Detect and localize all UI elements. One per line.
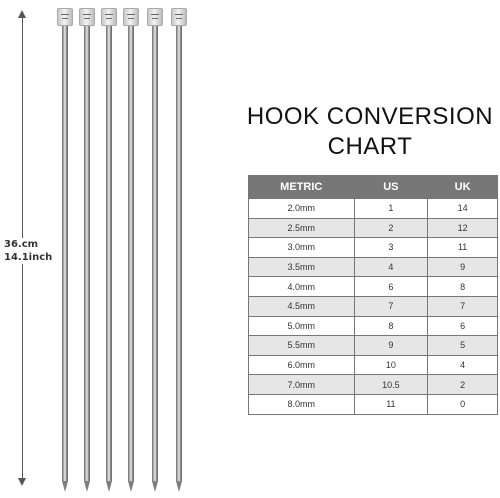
- cell-uk: 14: [428, 199, 498, 219]
- cell-uk: 5: [428, 336, 498, 356]
- table-row: [249, 257, 498, 277]
- cell-metric: 5.5mm: [249, 336, 355, 356]
- knitting-needle-icon: [101, 8, 117, 493]
- table-row: [249, 375, 498, 395]
- cell-uk: 2: [428, 375, 498, 395]
- table-row: [249, 199, 498, 219]
- header-metric: METRIC: [249, 176, 355, 199]
- cell-us: 3: [354, 238, 428, 258]
- cell-us: 6: [354, 277, 428, 297]
- conversion-table: [248, 175, 498, 415]
- chart-title: [240, 102, 500, 162]
- cell-metric: 3.5mm: [249, 257, 355, 277]
- cell-uk: 11: [428, 238, 498, 258]
- cell-uk: 12: [428, 218, 498, 238]
- cell-uk: 9: [428, 257, 498, 277]
- cell-metric: 2.5mm: [249, 218, 355, 238]
- chart-title-line1: HOOK CONVERSION: [246, 103, 494, 130]
- length-inch: 14.1inch: [4, 252, 53, 263]
- cell-uk: 6: [428, 316, 498, 336]
- cell-us: 2: [354, 218, 428, 238]
- table-row: [249, 277, 498, 297]
- cell-us: 9: [354, 336, 428, 356]
- cell-uk: 4: [428, 355, 498, 375]
- length-cm: 36.cm: [4, 239, 39, 250]
- cell-metric: 6.0mm: [249, 355, 355, 375]
- cell-us: 4: [354, 257, 428, 277]
- arrow-down-icon: [18, 478, 26, 486]
- cell-metric: 4.0mm: [249, 277, 355, 297]
- cell-metric: 5.0mm: [249, 316, 355, 336]
- table-header-row: [249, 176, 498, 199]
- table-row: [249, 238, 498, 258]
- knitting-needle-icon: [147, 8, 163, 493]
- cell-uk: 0: [428, 394, 498, 414]
- cell-us: 8: [354, 316, 428, 336]
- table-row: [249, 218, 498, 238]
- table-row: [249, 394, 498, 414]
- table-row: [249, 316, 498, 336]
- table-row: [249, 296, 498, 316]
- cell-us: 7: [354, 296, 428, 316]
- cell-us: 11: [354, 394, 428, 414]
- knitting-needle-icon: [171, 8, 187, 493]
- cell-metric: 8.0mm: [249, 394, 355, 414]
- knitting-needle-icon: [123, 8, 139, 493]
- knitting-needle-icon: [79, 8, 95, 493]
- cell-metric: 4.5mm: [249, 296, 355, 316]
- cell-metric: 2.0mm: [249, 199, 355, 219]
- cell-us: 1: [354, 199, 428, 219]
- header-us: US: [354, 176, 428, 199]
- table-row: [249, 336, 498, 356]
- header-uk: UK: [428, 176, 498, 199]
- cell-us: 10: [354, 355, 428, 375]
- cell-uk: 7: [428, 296, 498, 316]
- length-label: [4, 238, 54, 264]
- knitting-needle-icon: [57, 8, 73, 493]
- table-row: [249, 355, 498, 375]
- cell-us: 10.5: [354, 375, 428, 395]
- cell-uk: 8: [428, 277, 498, 297]
- cell-metric: 3.0mm: [249, 238, 355, 258]
- chart-title-line2: CHART: [327, 133, 413, 160]
- cell-metric: 7.0mm: [249, 375, 355, 395]
